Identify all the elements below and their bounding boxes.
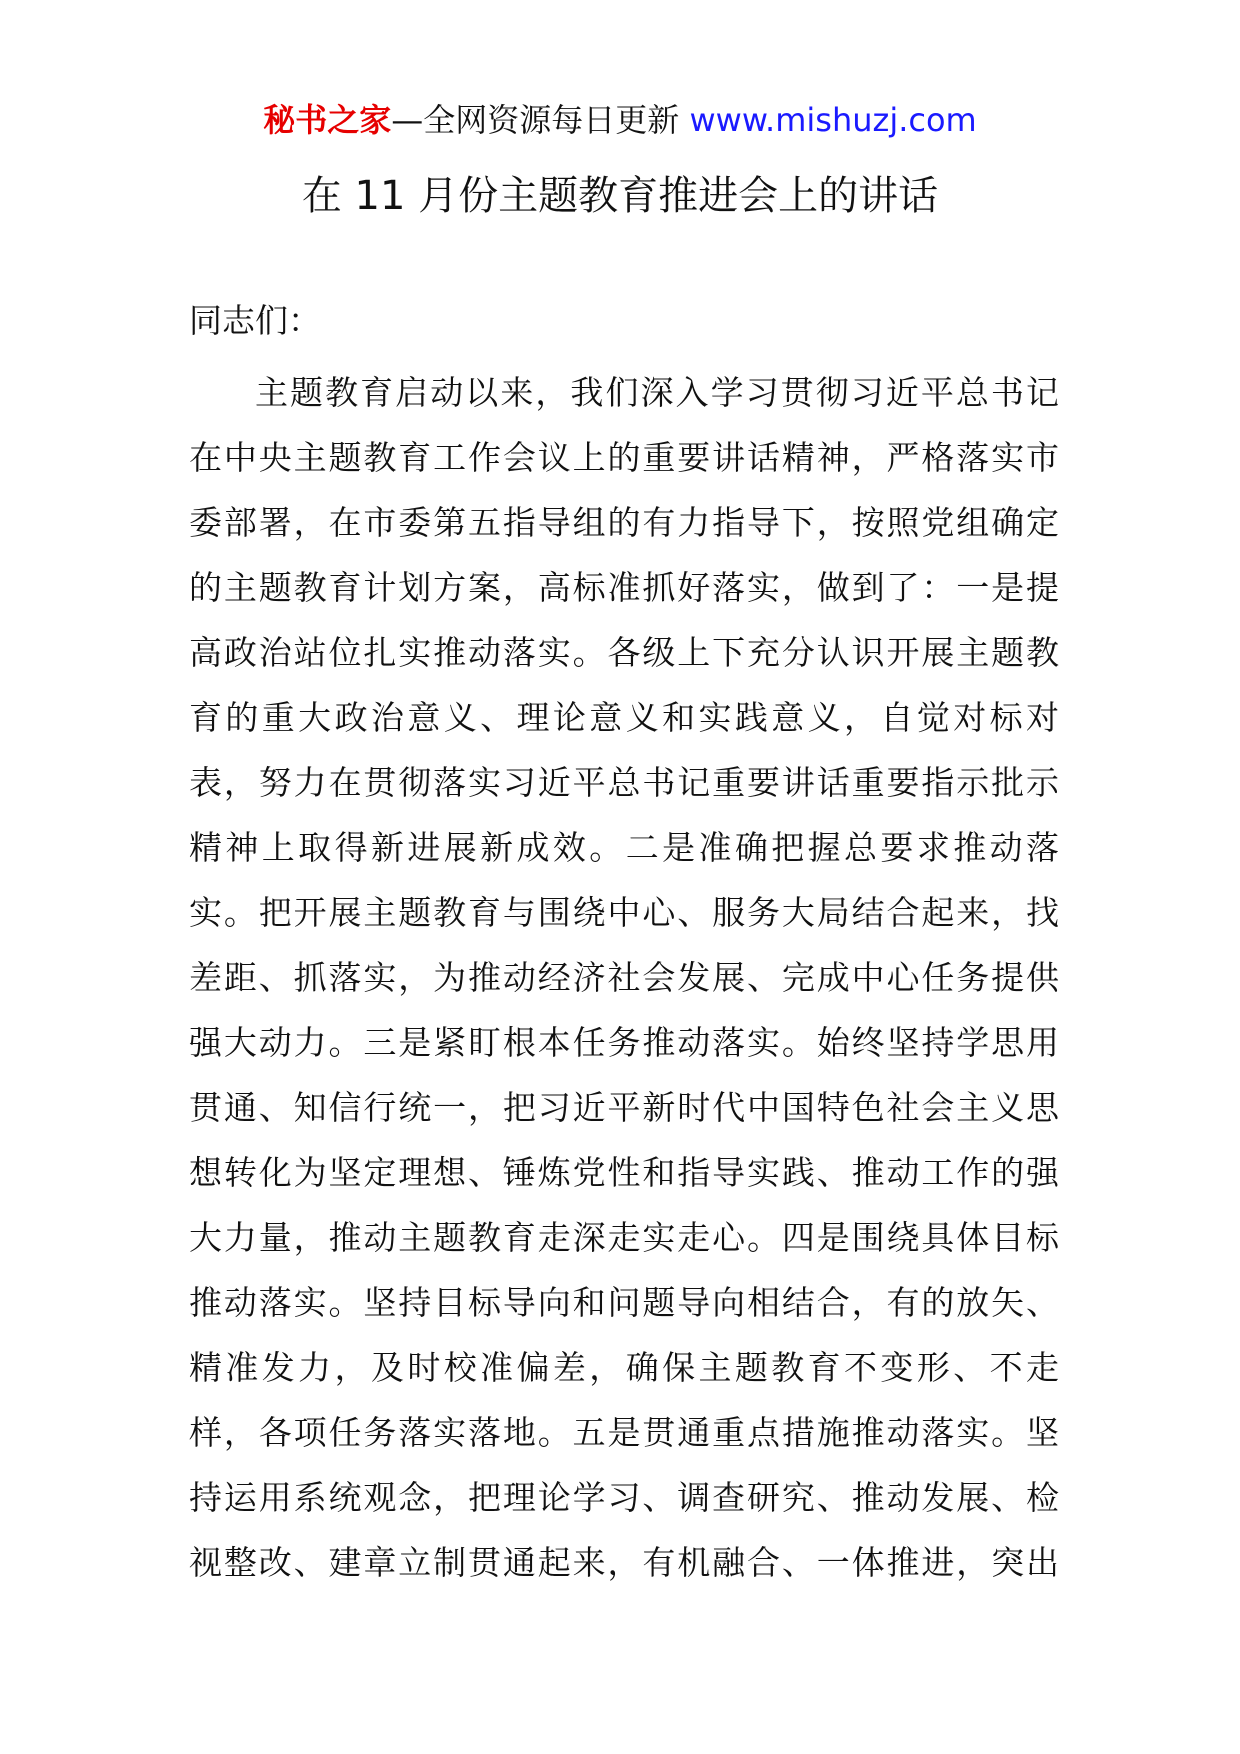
- body-line: 推动落实。坚持目标导向和问题导向相结合，有的放矢、: [189, 1283, 1059, 1322]
- site-brand: 秘书之家: [263, 101, 392, 139]
- body-line: 高政治站位扎实推动落实。各级上下充分认识开展主题教: [189, 633, 1059, 672]
- body-text: [189, 360, 1059, 1595]
- site-header: [0, 96, 1240, 144]
- body-line: 样，各项任务落实落地。五是贯通重点措施推动落实。坚: [189, 1413, 1059, 1452]
- body-line: 贯通、知信行统一，把习近平新时代中国特色社会主义思: [189, 1088, 1059, 1127]
- document-title: 在 11 月份主题教育推进会上的讲话: [301, 173, 939, 219]
- body-line: 育的重大政治意义、理论意义和实践意义，自觉对标对: [189, 698, 1059, 737]
- body-line: 想转化为坚定理想、锤炼党性和指导实践、推动工作的强: [189, 1153, 1059, 1192]
- body-line: 视整改、建章立制贯通起来，有机融合、一体推进，突出: [189, 1543, 1059, 1582]
- body-line: 持运用系统观念，把理论学习、调查研究、推动发展、检: [189, 1478, 1059, 1517]
- body-line: 实。把开展主题教育与围绕中心、服务大局结合起来，找: [189, 893, 1059, 932]
- site-url-link[interactable]: www.mishuzj.com: [689, 101, 977, 139]
- body-line: 的主题教育计划方案，高标准抓好落实，做到了：一是提: [189, 568, 1059, 607]
- body-line: 表，努力在贯彻落实习近平总书记重要讲话重要指示批示: [189, 763, 1059, 802]
- body-line: 精神上取得新进展新成效。二是准确把握总要求推动落: [189, 828, 1059, 867]
- body-line: 差距、抓落实，为推动经济社会发展、完成中心任务提供: [189, 958, 1059, 997]
- body-line: 强大动力。三是紧盯根本任务推动落实。始终坚持学思用: [189, 1023, 1059, 1062]
- body-line: 主题教育启动以来，我们深入学习贯彻习近平总书记: [255, 373, 1059, 412]
- body-line: 委部署，在市委第五指导组的有力指导下，按照党组确定: [189, 503, 1059, 542]
- site-tagline: —全网资源每日更新: [391, 101, 690, 139]
- body-line: 大力量，推动主题教育走深走实走心。四是围绕具体目标: [189, 1218, 1059, 1257]
- salutation: 同志们：: [189, 301, 321, 340]
- body-line: 精准发力，及时校准偏差，确保主题教育不变形、不走: [189, 1348, 1059, 1387]
- body-line: 在中央主题教育工作会议上的重要讲话精神，严格落实市: [189, 438, 1059, 477]
